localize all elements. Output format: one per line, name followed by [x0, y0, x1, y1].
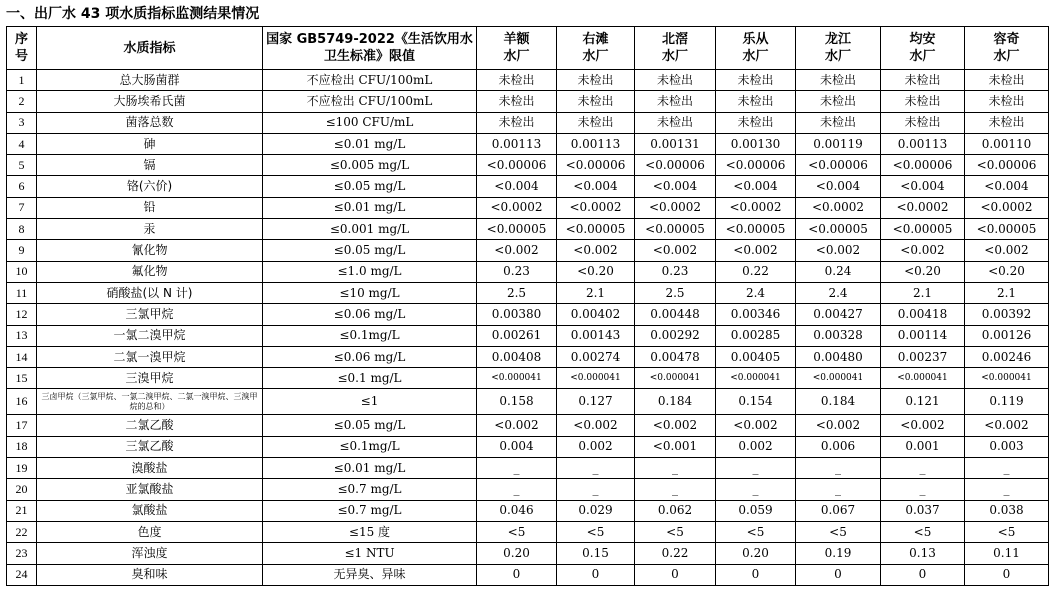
result-cell: _	[557, 479, 635, 500]
result-cell: <0.000041	[796, 368, 881, 389]
row-index: 1	[7, 70, 37, 91]
result-cell: <0.20	[965, 261, 1049, 282]
result-cell: _	[881, 479, 965, 500]
result-cell: <0.002	[635, 240, 716, 261]
table-row	[7, 500, 1049, 521]
indicator-name: 氰化物	[37, 240, 263, 261]
header-limit-line-1: 国家 GB5749-2022《生活饮用水	[266, 32, 473, 47]
result-cell: 0.00285	[716, 325, 796, 346]
result-cell: <5	[965, 521, 1049, 542]
result-cell: 2.1	[881, 282, 965, 303]
row-index: 11	[7, 282, 37, 303]
indicator-name: 色度	[37, 521, 263, 542]
row-index: 20	[7, 479, 37, 500]
table-row	[7, 458, 1049, 479]
result-cell: 未检出	[965, 70, 1049, 91]
result-cell: <0.004	[557, 176, 635, 197]
result-cell: 未检出	[477, 112, 557, 133]
result-cell: <5	[557, 521, 635, 542]
table-row	[7, 346, 1049, 367]
limit-value: ≤0.1mg/L	[263, 436, 477, 457]
result-cell: 未检出	[557, 91, 635, 112]
result-cell: <0.20	[881, 261, 965, 282]
result-cell: 未检出	[796, 112, 881, 133]
result-cell: <0.0002	[557, 197, 635, 218]
result-cell: 0.19	[796, 543, 881, 564]
result-cell: 未检出	[796, 91, 881, 112]
row-index: 3	[7, 112, 37, 133]
result-cell: 0.121	[881, 389, 965, 415]
row-index: 9	[7, 240, 37, 261]
result-cell: <0.00005	[635, 219, 716, 240]
limit-value: ≤0.05 mg/L	[263, 415, 477, 436]
header-plant-suffix: 水厂	[824, 49, 851, 64]
result-cell: 0.00246	[965, 346, 1049, 367]
row-index: 4	[7, 133, 37, 154]
table-row	[7, 415, 1049, 436]
result-cell: 0.00261	[477, 325, 557, 346]
result-cell: 0	[965, 564, 1049, 585]
row-index: 6	[7, 176, 37, 197]
result-cell: <0.00006	[796, 155, 881, 176]
result-cell: 0.23	[635, 261, 716, 282]
result-cell: 2.1	[965, 282, 1049, 303]
result-cell: <0.0002	[477, 197, 557, 218]
header-indicator: 水质指标	[37, 27, 263, 70]
table-row	[7, 436, 1049, 457]
result-cell: <0.002	[716, 240, 796, 261]
header-plant-suffix: 水厂	[503, 49, 530, 64]
indicator-name: 铅	[37, 197, 263, 218]
limit-value: 不应检出 CFU/100mL	[263, 91, 477, 112]
result-cell: <0.002	[557, 240, 635, 261]
result-cell: <0.004	[965, 176, 1049, 197]
limit-value: ≤0.06 mg/L	[263, 304, 477, 325]
table-row	[7, 564, 1049, 585]
indicator-name: 大肠埃希氏菌	[37, 91, 263, 112]
header-plant-suffix: 水厂	[993, 49, 1020, 64]
row-index: 15	[7, 368, 37, 389]
result-cell: <0.001	[635, 436, 716, 457]
result-cell: 0.00274	[557, 346, 635, 367]
result-cell: 0.00237	[881, 346, 965, 367]
result-cell: 2.5	[635, 282, 716, 303]
result-cell: <5	[635, 521, 716, 542]
header-limit-line-2: 卫生标准》限值	[323, 49, 415, 64]
result-cell: <0.002	[881, 240, 965, 261]
indicator-name: 浑浊度	[37, 543, 263, 564]
table-row	[7, 155, 1049, 176]
indicator-name: 二氯乙酸	[37, 415, 263, 436]
result-cell: 0.00113	[477, 133, 557, 154]
result-cell: 0.00408	[477, 346, 557, 367]
indicator-name: 三溴甲烷	[37, 368, 263, 389]
result-cell: 未检出	[881, 91, 965, 112]
result-cell: <0.002	[881, 415, 965, 436]
indicator-name: 铬(六价)	[37, 176, 263, 197]
table-row	[7, 197, 1049, 218]
limit-value: ≤1.0 mg/L	[263, 261, 477, 282]
header-plant-suffix: 水厂	[661, 49, 688, 64]
result-cell: <0.00005	[477, 219, 557, 240]
table-row	[7, 91, 1049, 112]
result-cell: <0.000041	[557, 368, 635, 389]
indicator-name: 三卤甲烷（三氯甲烷、一氯二溴甲烷、二氯一溴甲烷、三溴甲烷的总和）	[37, 389, 263, 415]
water-quality-table	[6, 26, 1049, 586]
indicator-name: 溴酸盐	[37, 458, 263, 479]
result-cell: <0.000041	[716, 368, 796, 389]
table-row	[7, 368, 1049, 389]
row-index: 21	[7, 500, 37, 521]
limit-value: ≤0.7 mg/L	[263, 500, 477, 521]
result-cell: <0.004	[796, 176, 881, 197]
result-cell: 0.00328	[796, 325, 881, 346]
result-cell: 0.00480	[796, 346, 881, 367]
result-cell: 0.002	[716, 436, 796, 457]
indicator-name: 亚氯酸盐	[37, 479, 263, 500]
limit-value: ≤0.01 mg/L	[263, 197, 477, 218]
indicator-name: 镉	[37, 155, 263, 176]
limit-value: ≤0.1 mg/L	[263, 368, 477, 389]
row-index: 12	[7, 304, 37, 325]
result-cell: 0.037	[881, 500, 965, 521]
result-cell: _	[635, 479, 716, 500]
result-cell: 0.00110	[965, 133, 1049, 154]
table-row	[7, 176, 1049, 197]
result-cell: <0.00006	[635, 155, 716, 176]
result-cell: _	[881, 458, 965, 479]
result-cell: <0.002	[477, 240, 557, 261]
result-cell: <0.002	[965, 240, 1049, 261]
result-cell: 0.038	[965, 500, 1049, 521]
result-cell: 未检出	[965, 91, 1049, 112]
table-row	[7, 304, 1049, 325]
limit-value: ≤0.01 mg/L	[263, 458, 477, 479]
result-cell: _	[965, 479, 1049, 500]
result-cell: 未检出	[557, 70, 635, 91]
table-row	[7, 240, 1049, 261]
table-row	[7, 479, 1049, 500]
result-cell: <0.0002	[716, 197, 796, 218]
result-cell: 0.154	[716, 389, 796, 415]
result-cell: 0	[881, 564, 965, 585]
result-cell: 0.002	[557, 436, 635, 457]
result-cell: 0	[477, 564, 557, 585]
result-cell: <0.004	[477, 176, 557, 197]
result-cell: 2.5	[477, 282, 557, 303]
result-cell: 0.00131	[635, 133, 716, 154]
page-title: 一、出厂水 43 项水质指标监测结果情况	[6, 6, 260, 22]
result-cell: 2.4	[716, 282, 796, 303]
indicator-name: 三氯乙酸	[37, 436, 263, 457]
result-cell: <0.000041	[635, 368, 716, 389]
result-cell: _	[635, 458, 716, 479]
table-row	[7, 521, 1049, 542]
limit-value: ≤0.005 mg/L	[263, 155, 477, 176]
header-plant-name: 北滘	[661, 32, 688, 47]
result-cell: 0.00402	[557, 304, 635, 325]
table-row	[7, 261, 1049, 282]
result-cell: 0	[796, 564, 881, 585]
result-cell: <0.000041	[965, 368, 1049, 389]
table-row	[7, 70, 1049, 91]
result-cell: <0.004	[716, 176, 796, 197]
result-cell: 0	[557, 564, 635, 585]
result-cell: _	[477, 458, 557, 479]
table-row	[7, 282, 1049, 303]
result-cell: <0.002	[965, 415, 1049, 436]
limit-value: ≤1 NTU	[263, 543, 477, 564]
table-row	[7, 112, 1049, 133]
result-cell: <0.00005	[881, 219, 965, 240]
limit-value: ≤0.05 mg/L	[263, 240, 477, 261]
row-index: 13	[7, 325, 37, 346]
result-cell: 2.4	[796, 282, 881, 303]
limit-value: ≤0.01 mg/L	[263, 133, 477, 154]
result-cell: <0.20	[557, 261, 635, 282]
result-cell: 0.11	[965, 543, 1049, 564]
limit-value: 不应检出 CFU/100mL	[263, 70, 477, 91]
result-cell: <0.00006	[477, 155, 557, 176]
result-cell: <0.000041	[881, 368, 965, 389]
indicator-name: 总大肠菌群	[37, 70, 263, 91]
indicator-name: 汞	[37, 219, 263, 240]
result-cell: 2.1	[557, 282, 635, 303]
row-index: 22	[7, 521, 37, 542]
header-index-line-2: 号	[14, 49, 28, 64]
result-cell: 0.00427	[796, 304, 881, 325]
result-cell: 未检出	[635, 91, 716, 112]
result-cell: <0.000041	[477, 368, 557, 389]
result-cell: 0.00405	[716, 346, 796, 367]
result-cell: <0.00005	[557, 219, 635, 240]
limit-value: ≤10 mg/L	[263, 282, 477, 303]
indicator-name: 砷	[37, 133, 263, 154]
result-cell: <0.00006	[881, 155, 965, 176]
indicator-name: 三氯甲烷	[37, 304, 263, 325]
limit-value: 无异臭、异味	[263, 564, 477, 585]
indicator-name: 氯酸盐	[37, 500, 263, 521]
result-cell: 0.00292	[635, 325, 716, 346]
limit-value: ≤0.001 mg/L	[263, 219, 477, 240]
result-cell: 0.00119	[796, 133, 881, 154]
header-plant-junan	[881, 27, 965, 70]
limit-value: ≤1	[263, 389, 477, 415]
result-cell: _	[477, 479, 557, 500]
result-cell: 0.158	[477, 389, 557, 415]
result-cell: 未检出	[716, 91, 796, 112]
indicator-name: 臭和味	[37, 564, 263, 585]
result-cell: 0.24	[796, 261, 881, 282]
result-cell: 0.00126	[965, 325, 1049, 346]
result-cell: 0.184	[635, 389, 716, 415]
result-cell: 未检出	[796, 70, 881, 91]
result-cell: _	[557, 458, 635, 479]
row-index: 10	[7, 261, 37, 282]
result-cell: 0.001	[881, 436, 965, 457]
row-index: 8	[7, 219, 37, 240]
result-cell: 未检出	[635, 70, 716, 91]
result-cell: 0.003	[965, 436, 1049, 457]
table-row	[7, 219, 1049, 240]
result-cell: _	[796, 479, 881, 500]
result-cell: 0.029	[557, 500, 635, 521]
result-cell: 0.00392	[965, 304, 1049, 325]
result-cell: <0.0002	[635, 197, 716, 218]
result-cell: 0.067	[796, 500, 881, 521]
result-cell: 0.00418	[881, 304, 965, 325]
header-plant-suffix: 水厂	[742, 49, 769, 64]
indicator-name: 硝酸盐(以 N 计)	[37, 282, 263, 303]
result-cell: _	[716, 479, 796, 500]
result-cell: <0.00006	[557, 155, 635, 176]
result-cell: 0.22	[635, 543, 716, 564]
header-plant-suffix: 水厂	[909, 49, 936, 64]
result-cell: 0.059	[716, 500, 796, 521]
limit-value: ≤0.1mg/L	[263, 325, 477, 346]
header-plant-yange	[477, 27, 557, 70]
result-cell: <0.004	[635, 176, 716, 197]
result-cell: <5	[477, 521, 557, 542]
indicator-name: 菌落总数	[37, 112, 263, 133]
result-cell: <0.002	[477, 415, 557, 436]
table-body	[7, 70, 1049, 586]
result-cell: 0.119	[965, 389, 1049, 415]
result-cell: <0.00006	[716, 155, 796, 176]
result-cell: 0.184	[796, 389, 881, 415]
result-cell: <0.0002	[881, 197, 965, 218]
header-plant-beijiao	[635, 27, 716, 70]
result-cell: _	[965, 458, 1049, 479]
result-cell: 未检出	[716, 112, 796, 133]
row-index: 5	[7, 155, 37, 176]
row-index: 14	[7, 346, 37, 367]
limit-value: ≤15 度	[263, 521, 477, 542]
result-cell: 0.00113	[557, 133, 635, 154]
result-cell: 0.127	[557, 389, 635, 415]
result-cell: <5	[716, 521, 796, 542]
result-cell: 未检出	[965, 112, 1049, 133]
header-plant-name: 乐从	[742, 32, 769, 47]
header-limit	[263, 27, 477, 70]
result-cell: 0.004	[477, 436, 557, 457]
header-index	[7, 27, 37, 70]
limit-value: ≤0.7 mg/L	[263, 479, 477, 500]
header-plant-name: 均安	[909, 32, 936, 47]
result-cell: 0.13	[881, 543, 965, 564]
result-cell: 0.15	[557, 543, 635, 564]
result-cell: <5	[796, 521, 881, 542]
limit-value: ≤100 CFU/mL	[263, 112, 477, 133]
result-cell: 0.00114	[881, 325, 965, 346]
result-cell: <0.0002	[965, 197, 1049, 218]
result-cell: 未检出	[477, 91, 557, 112]
row-index: 18	[7, 436, 37, 457]
result-cell: 0.006	[796, 436, 881, 457]
header-plant-rongqi	[965, 27, 1049, 70]
limit-value: ≤0.05 mg/L	[263, 176, 477, 197]
result-cell: 0.22	[716, 261, 796, 282]
result-cell: 0.00346	[716, 304, 796, 325]
indicator-name: 一氯二溴甲烷	[37, 325, 263, 346]
table-row	[7, 133, 1049, 154]
result-cell: <0.00005	[796, 219, 881, 240]
row-index: 19	[7, 458, 37, 479]
row-index: 7	[7, 197, 37, 218]
result-cell: <0.002	[716, 415, 796, 436]
result-cell: 0.00113	[881, 133, 965, 154]
result-cell: 未检出	[477, 70, 557, 91]
result-cell: 0.00448	[635, 304, 716, 325]
result-cell: 0	[716, 564, 796, 585]
result-cell: 0.20	[716, 543, 796, 564]
result-cell: <0.002	[796, 415, 881, 436]
result-cell: 0.00380	[477, 304, 557, 325]
row-index: 24	[7, 564, 37, 585]
result-cell: <0.004	[881, 176, 965, 197]
header-plant-youtan	[557, 27, 635, 70]
row-index: 16	[7, 389, 37, 415]
result-cell: <0.00005	[965, 219, 1049, 240]
result-cell: 0.00478	[635, 346, 716, 367]
result-cell: 0.046	[477, 500, 557, 521]
result-cell: 0.062	[635, 500, 716, 521]
header-plant-lecong	[716, 27, 796, 70]
header-plant-name: 龙江	[824, 32, 851, 47]
limit-value: ≤0.06 mg/L	[263, 346, 477, 367]
row-index: 23	[7, 543, 37, 564]
row-index: 2	[7, 91, 37, 112]
result-cell: 0.00130	[716, 133, 796, 154]
header-index-line-1: 序	[14, 32, 28, 47]
result-cell: _	[796, 458, 881, 479]
result-cell: <0.002	[635, 415, 716, 436]
result-cell: _	[716, 458, 796, 479]
result-cell: <0.002	[796, 240, 881, 261]
header-plant-name: 羊额	[503, 32, 530, 47]
header-plant-name: 容奇	[993, 32, 1020, 47]
result-cell: <5	[881, 521, 965, 542]
result-cell: 未检出	[881, 112, 965, 133]
header-plant-longjiang	[796, 27, 881, 70]
indicator-name: 二氯一溴甲烷	[37, 346, 263, 367]
result-cell: 未检出	[881, 70, 965, 91]
result-cell: <0.0002	[796, 197, 881, 218]
header-row	[7, 27, 1049, 70]
result-cell: 0.00143	[557, 325, 635, 346]
indicator-name: 氟化物	[37, 261, 263, 282]
result-cell: 0.20	[477, 543, 557, 564]
result-cell: <0.00006	[965, 155, 1049, 176]
table-row	[7, 389, 1049, 415]
result-cell: 未检出	[716, 70, 796, 91]
table-row	[7, 543, 1049, 564]
result-cell: <0.002	[557, 415, 635, 436]
result-cell: 0.23	[477, 261, 557, 282]
result-cell: 未检出	[635, 112, 716, 133]
result-cell: <0.00005	[716, 219, 796, 240]
row-index: 17	[7, 415, 37, 436]
header-plant-name: 右滩	[582, 32, 609, 47]
result-cell: 0	[635, 564, 716, 585]
result-cell: 未检出	[557, 112, 635, 133]
table-row	[7, 325, 1049, 346]
header-plant-suffix: 水厂	[582, 49, 609, 64]
